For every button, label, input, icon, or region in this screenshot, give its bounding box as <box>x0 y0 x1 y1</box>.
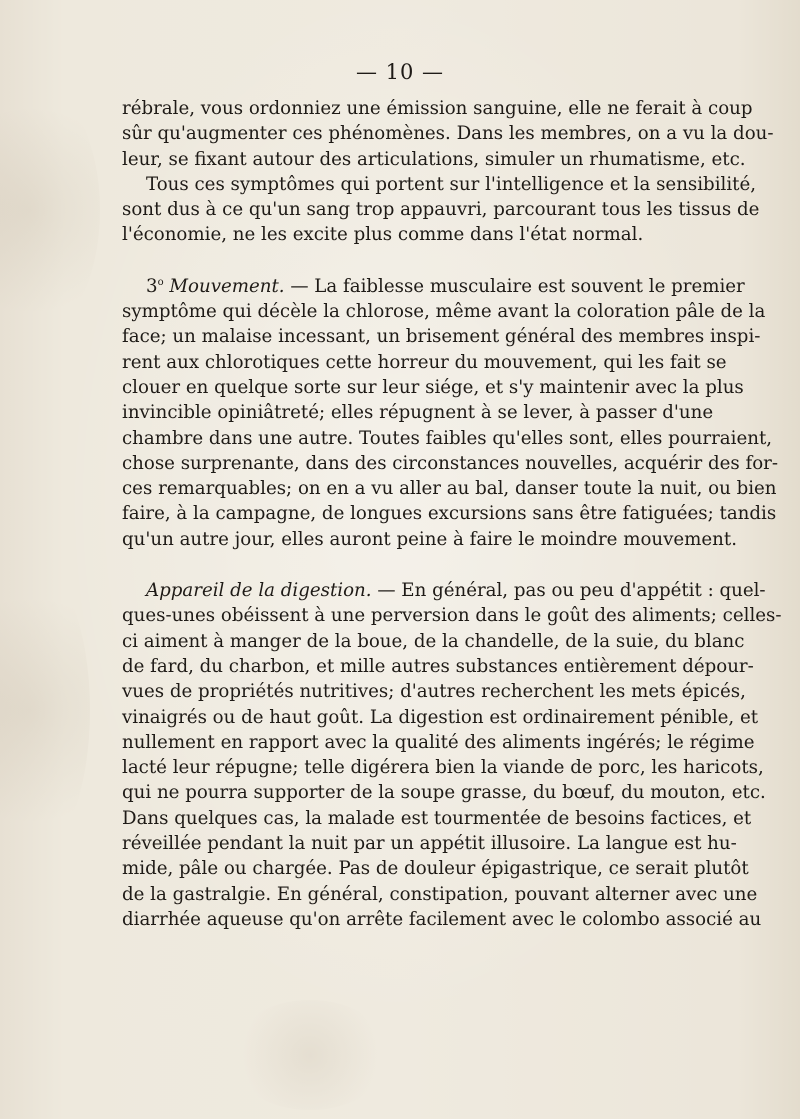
text-line: sûr qu'augmenter ces phénomènes. Dans les membres, on a vu la dou- <box>122 123 774 145</box>
text-line: de la gastralgie. En général, constipation, pouvant alterner avec une <box>122 883 758 905</box>
text-line: face; un malaise incessant, un brisement général des membres inspi- <box>122 326 761 348</box>
body-text <box>122 96 782 932</box>
text-line: invincible opiniâtreté; elles répugnent à se lever, à passer d'une <box>122 402 714 424</box>
text-line: l'économie, ne les excite plus comme dans l'état normal. <box>122 224 644 246</box>
paper-stain <box>0 560 90 860</box>
text-line: leur, se fixant autour des articulations, simuler un rhumatisme, etc. <box>122 148 746 170</box>
paper-stain <box>0 80 100 340</box>
page-number: — 10 — <box>355 60 445 84</box>
section-heading-digestion: Appareil de la digestion. <box>146 580 372 602</box>
text-line: ci aiment à manger de la boue, de la chandelle, de la suie, du blanc <box>122 630 745 652</box>
text-line: mide, pâle ou chargée. Pas de douleur épigastrique, ce serait plutôt <box>122 858 749 880</box>
text-line: sont dus à ce qu'un sang trop appauvri, parcourant tous les tissus de <box>122 199 760 221</box>
text-line: chambre dans une autre. Toutes faibles qu'elles sont, elles pourraient, <box>122 427 773 449</box>
text-line: chose surprenante, dans des circonstances nouvelles, acquérir des for- <box>122 452 779 474</box>
text-line: nullement en rapport avec la qualité des aliments ingérés; le régime <box>122 731 755 753</box>
section-number-sup: o <box>157 276 164 288</box>
text-line: rébrale, vous ordonniez une émission sanguine, elle ne ferait à coup <box>122 98 753 119</box>
section-heading-mouvement: Mouvement. <box>169 275 285 297</box>
text-line: vues de propriétés nutritives; d'autres recherchent les mets épicés, <box>122 681 746 703</box>
paragraph-gap <box>122 552 684 578</box>
text-line: faire, à la campagne, de longues excursions sans être fatiguées; tandis <box>122 503 777 525</box>
text-line: Tous ces symptômes qui portent sur l'intelligence et la sensibilité, <box>146 173 756 195</box>
text-line-rest: — En général, pas ou peu d'appétit : quel- <box>371 580 766 602</box>
text-line: ques-unes obéissent à une perversion dans le goût des aliments; celles- <box>122 605 782 627</box>
text-line-rest: — La faiblesse musculaire est souvent le premier <box>284 275 745 297</box>
text-line: rent aux chlorotiques cette horreur du mouvement, qui les fait se <box>122 351 727 373</box>
text-line: vinaigrés ou de haut goût. La digestion est ordinairement pénible, et <box>122 706 759 728</box>
section-heading-line <box>122 274 745 299</box>
text-line: clouer en quelque sorte sur leur siége, et s'y maintenir avec la plus <box>122 376 744 398</box>
section-number: 3 <box>146 275 158 297</box>
text-line: qu'un autre jour, elles auront peine à faire le moindre mouvement. <box>122 528 737 550</box>
section-heading-line <box>122 578 766 603</box>
text-line: de fard, du charbon, et mille autres substances entièrement dépour- <box>122 655 754 677</box>
paper-stain <box>230 1000 390 1110</box>
text-line: diarrhée aqueuse qu'on arrête facilement avec le colombo associé au <box>122 908 762 930</box>
text-line: réveillée pendant la nuit par un appétit illusoire. La langue est hu- <box>122 833 737 855</box>
text-line: symptôme qui décèle la chlorose, même avant la coloration pâle de la <box>122 301 766 323</box>
text-line: lacté leur répugne; telle digérera bien la viande de porc, les haricots, <box>122 757 764 779</box>
paragraph-gap <box>122 248 684 274</box>
text-line: qui ne pourra supporter de la soupe grasse, du bœuf, du mouton, etc. <box>122 782 766 804</box>
text-line: Dans quelques cas, la malade est tourmentée de besoins factices, et <box>122 807 752 829</box>
text-line: ces remarquables; on en a vu aller au bal, danser toute la nuit, ou bien <box>122 478 777 500</box>
